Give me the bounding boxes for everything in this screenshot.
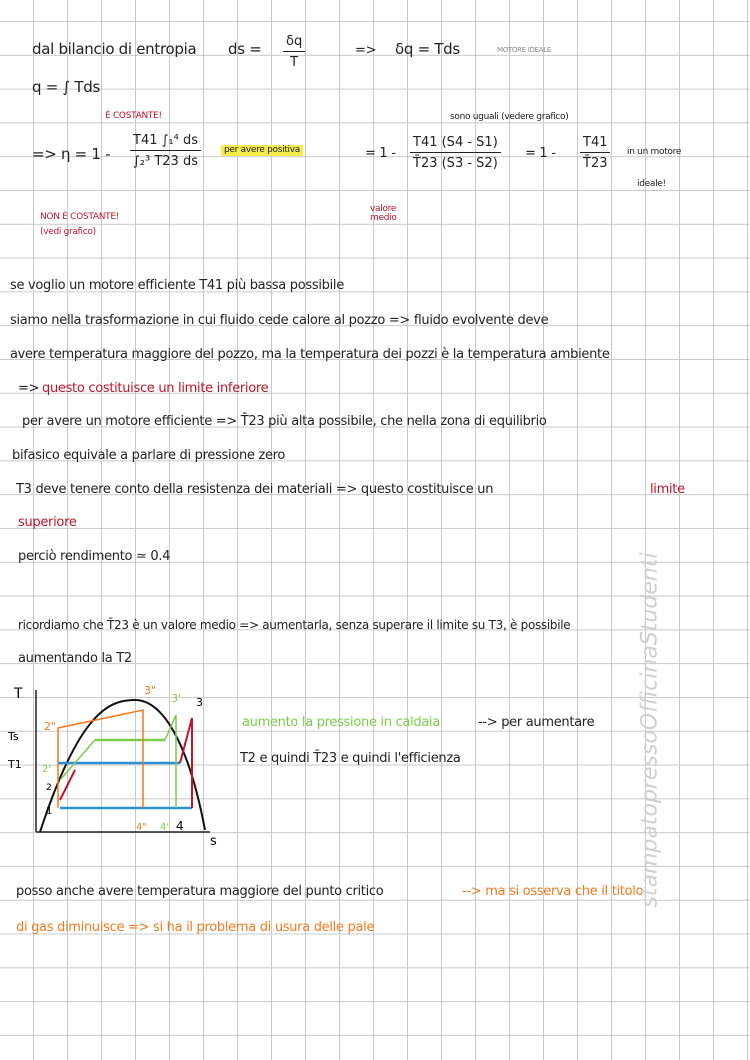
annotation: NON È COSTANTE!: [40, 212, 120, 222]
formula: => η = 1 -: [32, 145, 111, 163]
point-label: 4': [160, 822, 170, 833]
text-line: avere temperatura maggiore del pozzo, ma la temperatura dei pozzi è la temperatura ambiente: [10, 347, 610, 362]
note: ideale!: [637, 179, 666, 189]
formula: ds =: [228, 40, 262, 58]
point-label: 2': [42, 764, 52, 775]
note: MOTORE IDEALE: [497, 46, 551, 54]
point-label: 1: [46, 806, 53, 817]
note: sono uguali (vedere grafico): [450, 112, 569, 122]
text-line: per avere un motore efficiente => T̄23 più alta possibile, che nella zona di equilibrio: [22, 414, 547, 429]
text-line: ricordiamo che T̄23 è un valore medio => aumentarla, senza superare il limite su T3, è possibile: [18, 618, 571, 632]
text-line: T3 deve tenere conto della resistenza dei materiali => questo costituisce un: [16, 482, 494, 497]
text-line: dal bilancio di entropia: [32, 40, 197, 58]
text-line: aumentando la T2: [18, 651, 132, 666]
orange-cycle: [58, 710, 143, 808]
text-line: posso anche avere temperatura maggiore del punto critico: [16, 884, 384, 899]
text-line: --> per aumentare: [478, 715, 595, 730]
text-line: di gas diminuisce => si ha il problema di usura delle pale: [16, 920, 375, 935]
formula: δq = Tds: [395, 40, 460, 58]
numerator: T41 ∫₁⁴ ds: [130, 133, 201, 151]
text-line: se voglio un motore efficiente T41 più bassa possibile: [10, 278, 344, 293]
fraction: [130, 133, 201, 169]
numerator: T41 (S4 - S1): [410, 135, 501, 153]
text-line: aumento la pressione in caldaia: [242, 715, 440, 730]
watermark: stampatopressoOfficinaStudenti: [637, 552, 663, 908]
note: in un motore: [627, 147, 682, 157]
ts-diagram: [0, 670, 240, 850]
text-line: T2 e quindi T̄23 e quindi l'efficienza: [240, 751, 461, 766]
denominator: T̄23: [583, 156, 608, 171]
fraction: [410, 135, 501, 171]
text-line: superiore: [18, 515, 77, 530]
text-line: --> ma si osserva che il titolo: [462, 884, 644, 899]
point-label: 3': [171, 692, 182, 705]
y-tick: T1: [8, 758, 22, 771]
point-label: 3: [196, 696, 203, 709]
annotation: valore medio: [370, 204, 397, 223]
y-tick: Ts: [8, 730, 19, 743]
point-label: 2: [46, 783, 52, 793]
green-cycle: [60, 715, 176, 808]
denominator: T̄23 (S3 - S2): [413, 156, 498, 171]
arrow: =>: [355, 43, 377, 58]
point-label: 4: [176, 819, 184, 833]
text-line: perciò rendimento ≃ 0.4: [18, 549, 171, 564]
annotation: È COSTANTE!: [105, 111, 162, 121]
point-label: 3": [144, 684, 157, 697]
point-label: 4": [136, 822, 147, 833]
text-line: limite: [650, 482, 685, 497]
annotation: (vedi grafico): [40, 227, 96, 237]
highlight-note: per avere positiva: [221, 145, 303, 156]
x-axis-label: s: [210, 834, 217, 849]
denominator: T: [290, 55, 299, 70]
fraction: [283, 34, 305, 70]
fraction: [580, 135, 610, 171]
numerator: T41: [580, 135, 610, 153]
numerator: δq: [283, 34, 305, 52]
formula: = 1 -: [525, 146, 556, 161]
text-line: bifasico equivale a parlare di pressione zero: [12, 448, 286, 463]
point-label: 2": [44, 720, 57, 733]
denominator: ∫₂³ T23 ds: [133, 154, 198, 169]
formula: q = ∫ Tds: [32, 78, 101, 96]
y-axis-label: T: [14, 686, 23, 702]
text-line: questo costituisce un limite inferiore: [42, 381, 269, 396]
saturation-dome: [40, 700, 205, 832]
arrow: =>: [18, 381, 40, 396]
text-line: siamo nella trasformazione in cui fluido cede calore al pozzo => fluido evolvente deve: [10, 313, 549, 328]
formula: = 1 -: [365, 146, 396, 161]
